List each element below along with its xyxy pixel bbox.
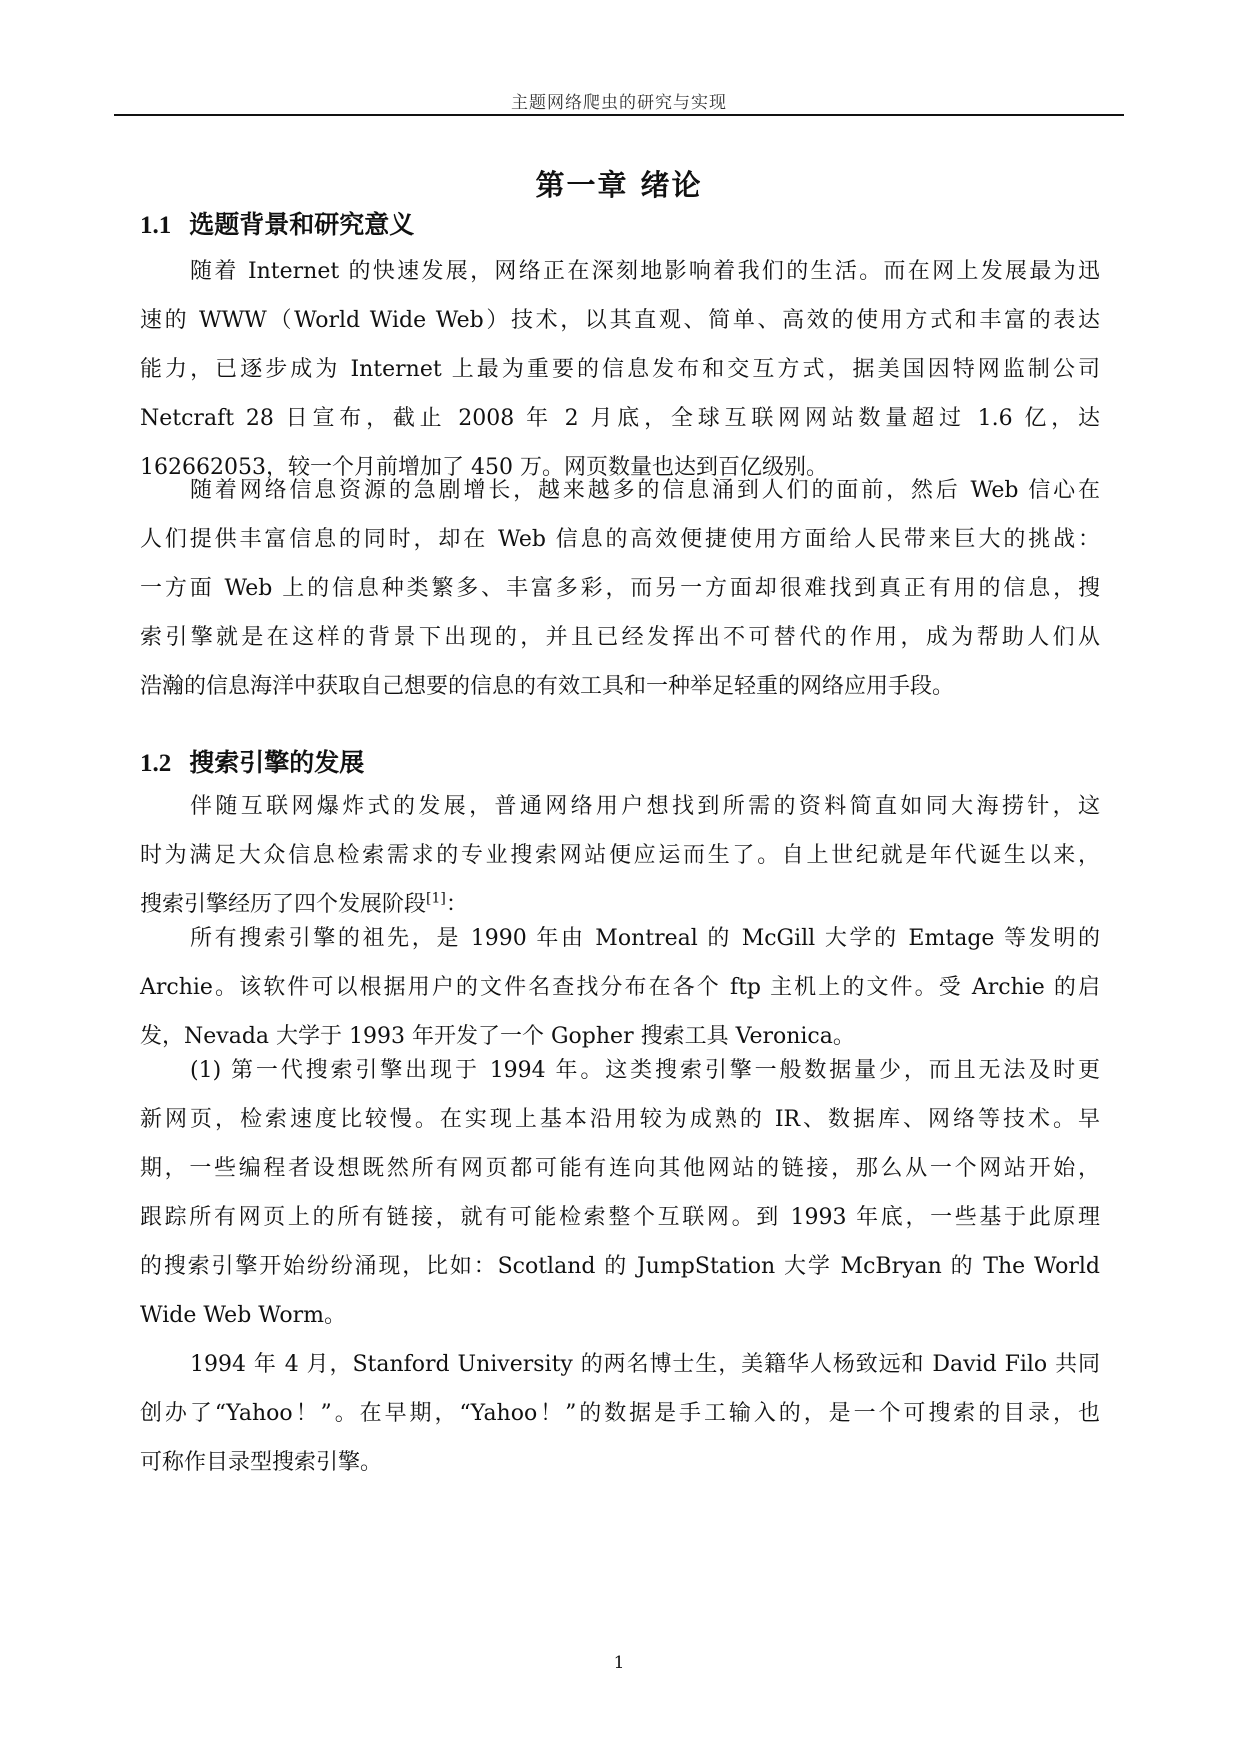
- text-line: 索引擎就是在这样的背景下出现的，并且已经发挥出不可替代的作用，成为帮助人们从: [140, 625, 1100, 650]
- page-number: 1: [613, 1653, 625, 1673]
- section-number: 1.2: [140, 750, 172, 777]
- text-line-tail: ：: [445, 892, 468, 917]
- paragraph-1-2-b: [140, 914, 1100, 1061]
- citation-marker: [1]: [426, 890, 446, 907]
- text-line: 1994 年 4 月，Stanford University 的两名博士生，美籍华人杨致远和 David Filo 共同: [190, 1352, 1100, 1377]
- paragraph-1-2-a: [140, 782, 1100, 929]
- text-line: 人们提供丰富信息的同时，却在 Web 信息的高效便捷使用方面给人民带来巨大的挑战：: [140, 527, 1100, 552]
- text-line: 期，一些编程者设想既然所有网页都可能有连向其他网站的链接，那么从一个网站开始，: [140, 1156, 1100, 1181]
- section-title: 搜索引擎的发展: [189, 748, 365, 777]
- text-line: Wide Web Worm。: [140, 1303, 347, 1328]
- chapter-title: 第一章 绪论: [535, 168, 703, 202]
- paragraph-1-1-b: [140, 466, 1100, 711]
- section-heading-1-1: [140, 205, 414, 241]
- text-line: 随着 Internet 的快速发展，网络正在深刻地影响着我们的生活。而在网上发展最为迅: [190, 259, 1100, 284]
- text-line: 跟踪所有网页上的所有链接，就有可能检索整个互联网。到 1993 年底，一些基于此原理: [140, 1205, 1100, 1230]
- text-line: 能力，已逐步成为 Internet 上最为重要的信息发布和交互方式，据美国因特网监制公司: [140, 357, 1100, 382]
- text-line: 一方面 Web 上的信息种类繁多、丰富多彩，而另一方面却很难找到真正有用的信息，搜: [140, 576, 1100, 601]
- text-line-content: 搜索引擎经历了四个发展阶段: [140, 892, 427, 917]
- text-line: 速的 WWW（World Wide Web）技术，以其直观、简单、高效的使用方式和丰富的表达: [140, 308, 1100, 333]
- paragraph-1-1-a: [140, 247, 1100, 492]
- text-line: Netcraft 28 日宣布，截止 2008 年 2 月底，全球互联网网站数量超过 1.6 亿，达: [140, 406, 1100, 431]
- text-line: (1) 第一代搜索引擎出现于 1994 年。这类搜索引擎一般数据量少，而且无法及时更: [190, 1058, 1100, 1083]
- text-line: 伴随互联网爆炸式的发展，普通网络用户想找到所需的资料简直如同大海捞针，这: [190, 794, 1100, 819]
- text-line: 可称作目录型搜索引擎。: [140, 1450, 383, 1475]
- section-title: 选题背景和研究意义: [189, 210, 415, 239]
- paragraph-1-2-d: [140, 1340, 1100, 1487]
- text-line: 所有搜索引擎的祖先，是 1990 年由 Montreal 的 McGill 大学的 Emtage 等发明的: [190, 926, 1100, 951]
- running-header: 主题网络爬虫的研究与实现: [511, 93, 727, 113]
- text-line: 随着网络信息资源的急剧增长，越来越多的信息涌到人们的面前，然后 Web 信心在: [190, 478, 1100, 503]
- text-line: 发，Nevada 大学于 1993 年开发了一个 Gopher 搜索工具 Veronica。: [140, 1024, 855, 1049]
- header-rule: [114, 114, 1124, 116]
- text-line: 162662053，较一个月前增加了 450 万。网页数量也达到百亿级别。: [140, 455, 828, 480]
- section-heading-1-2: [140, 743, 364, 779]
- text-line: 新网页，检索速度比较慢。在实现上基本沿用较为成熟的 IR、数据库、网络等技术。早: [140, 1107, 1100, 1132]
- text-line: 的搜索引擎开始纷纷涌现，比如：Scotland 的 JumpStation 大学 McBryan 的 The World: [140, 1254, 1100, 1279]
- paragraph-1-2-c: [140, 1046, 1100, 1340]
- text-line: Archie。该软件可以根据用户的文件名查找分布在各个 ftp 主机上的文件。受 Archie 的启: [140, 975, 1100, 1000]
- text-line: 创办了“Yahoo！”。在早期，“Yahoo！”的数据是手工输入的，是一个可搜索的目录，也: [140, 1401, 1100, 1426]
- text-line: 时为满足大众信息检索需求的专业搜索网站便应运而生了。自上世纪就是年代诞生以来，: [140, 843, 1100, 868]
- text-line: 浩瀚的信息海洋中获取自己想要的信息的有效工具和一种举足轻重的网络应用手段。: [140, 674, 955, 699]
- section-number: 1.1: [140, 212, 172, 239]
